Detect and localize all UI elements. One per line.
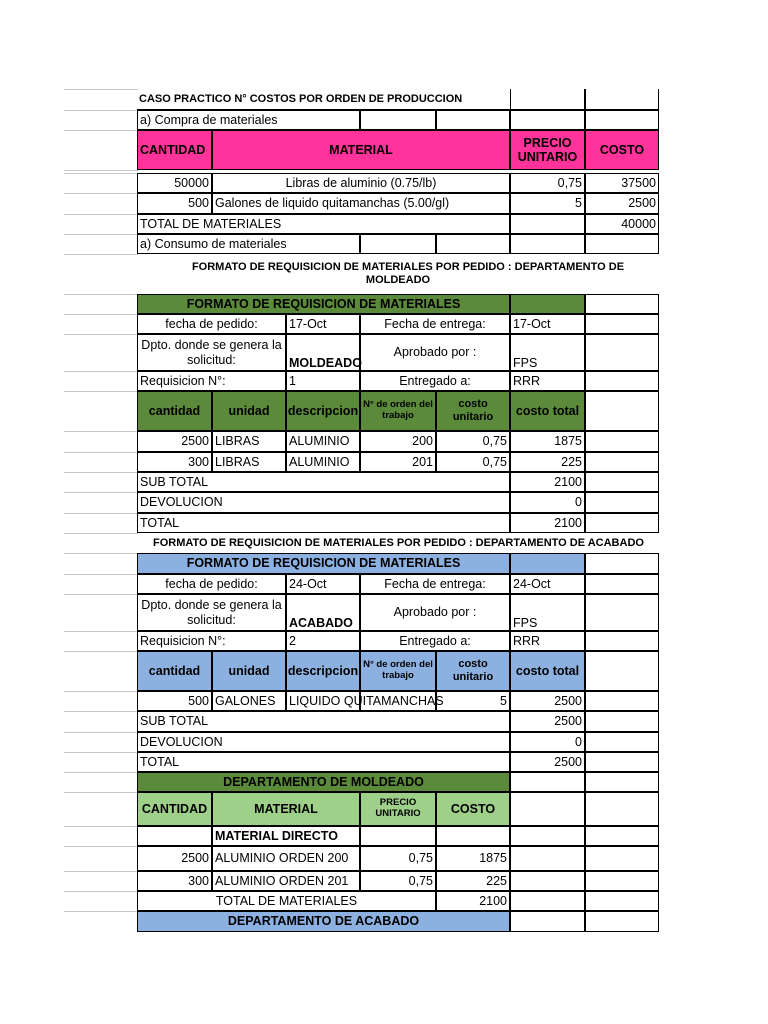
mold-precio[interactable]: 0,75 [360, 871, 436, 891]
empty-cell[interactable] [585, 294, 659, 314]
row-stub-line [64, 631, 138, 632]
req-costo-total[interactable]: 225 [510, 452, 585, 472]
empty-cell[interactable] [585, 772, 659, 792]
empty-cell[interactable] [585, 574, 659, 594]
empty-cell[interactable] [510, 891, 585, 911]
empty-cell[interactable] [585, 472, 659, 492]
row-stub-line [64, 294, 138, 295]
empty-cell[interactable] [585, 391, 659, 431]
fecha-pedido[interactable]: 24-Oct [286, 574, 360, 594]
req-devolucion-label[interactable]: DEVOLUCION [137, 732, 510, 752]
empty-cell[interactable] [510, 110, 585, 130]
compra-total[interactable]: 40000 [585, 214, 659, 234]
col-costo-total[interactable]: costo total [510, 651, 585, 691]
consumo-label[interactable]: a) Consumo de materiales [137, 234, 360, 254]
empty-cell[interactable] [510, 772, 585, 792]
row-stub-line [64, 214, 138, 215]
req-descripcion[interactable]: ALUMINIO [286, 431, 360, 452]
req-cantidad[interactable]: 500 [137, 691, 212, 711]
entregado-label[interactable]: Entregado a: [360, 371, 510, 391]
empty-cell[interactable] [585, 792, 659, 826]
req-no-label[interactable]: Requisicion N°: [137, 371, 286, 391]
col-costo-unitario[interactable]: costo unitario [436, 391, 510, 431]
req-header[interactable]: FORMATO DE REQUISICION DE MATERIALES [137, 294, 510, 314]
empty-cell[interactable] [585, 691, 659, 711]
empty-cell[interactable] [360, 110, 436, 130]
req-total[interactable]: 2500 [510, 752, 585, 772]
empty-cell[interactable] [585, 594, 659, 631]
req-descripcion[interactable]: ALUMINIO [286, 452, 360, 472]
req-unidad[interactable]: LIBRAS [212, 431, 286, 452]
empty-cell[interactable] [510, 553, 585, 574]
mold-total[interactable]: 2100 [436, 891, 510, 911]
aprobado-label[interactable]: Aprobado por : [360, 334, 510, 371]
entregado-value[interactable]: RRR [510, 631, 585, 651]
req-subtotal-label[interactable]: SUB TOTAL [137, 472, 510, 492]
empty-cell[interactable] [510, 89, 585, 110]
col-unidad[interactable]: unidad [212, 391, 286, 431]
mold-total-label[interactable]: TOTAL DE MATERIALES [137, 891, 436, 911]
compra-costo[interactable]: 2500 [585, 193, 659, 214]
acabado-header[interactable]: DEPARTAMENTO DE ACABADO [137, 911, 510, 932]
req-costo-unitario[interactable]: 5 [436, 691, 510, 711]
aprobado-value[interactable]: FPS [510, 594, 585, 631]
sheet-title[interactable]: CASO PRACTICO N° COSTOS POR ORDEN DE PRODUCCION [137, 89, 510, 110]
dpto-value[interactable]: MOLDEADO [286, 334, 360, 371]
row-stub-line [64, 871, 138, 872]
row-stub-line [64, 371, 138, 372]
empty-cell[interactable] [436, 826, 510, 846]
row-stub-line [64, 574, 138, 575]
row-stub-line [64, 170, 138, 171]
fecha-pedido[interactable]: 17-Oct [286, 314, 360, 334]
col-costo-total[interactable]: costo total [510, 391, 585, 431]
col-descripcion[interactable]: descripcion [286, 651, 360, 691]
row-stub-line [64, 711, 138, 712]
row-stub-line [64, 772, 138, 773]
req-devolucion[interactable]: 0 [510, 492, 585, 513]
header-cantidad[interactable]: CANTIDAD [137, 130, 212, 170]
compra-material[interactable]: Libras de aluminio (0.75/lb) [212, 173, 510, 193]
col-orden[interactable]: N° de orden del trabajo [360, 651, 436, 691]
empty-cell[interactable] [585, 89, 659, 110]
header-material[interactable]: MATERIAL [212, 130, 510, 170]
req-banner-line: MOLDEADO [365, 274, 431, 286]
empty-cell[interactable] [585, 732, 659, 752]
empty-cell[interactable] [585, 711, 659, 732]
empty-cell[interactable] [585, 314, 659, 334]
mold-costo[interactable]: 225 [436, 871, 510, 891]
header-precio[interactable]: PRECIO UNITARIO [510, 130, 585, 170]
row-stub-line [64, 553, 138, 554]
col-cantidad[interactable]: cantidad [137, 651, 212, 691]
mold-material[interactable]: ALUMINIO ORDEN 201 [212, 871, 360, 891]
req-costo-total[interactable]: 2500 [510, 691, 585, 711]
compra-precio[interactable]: 0,75 [510, 173, 585, 193]
req-orden[interactable] [360, 691, 436, 711]
mold-material[interactable]: ALUMINIO ORDEN 200 [212, 846, 360, 871]
req-total-label[interactable]: TOTAL [137, 752, 510, 772]
row-stub-line [64, 826, 138, 827]
mold-cantidad[interactable]: 300 [137, 871, 212, 891]
empty-cell[interactable] [585, 752, 659, 772]
empty-cell[interactable] [585, 846, 659, 871]
mold-cantidad[interactable]: 2500 [137, 846, 212, 871]
req-no[interactable]: 2 [286, 631, 360, 651]
empty-cell[interactable] [360, 234, 436, 254]
mold-col-cantidad[interactable]: CANTIDAD [137, 792, 212, 826]
row-stub-line [64, 254, 138, 255]
row-stub-line [64, 431, 138, 432]
mold-costo[interactable]: 1875 [436, 846, 510, 871]
mold-precio[interactable]: 0,75 [360, 846, 436, 871]
row-stub-line [64, 651, 138, 652]
dpto-label[interactable]: Dpto. donde se genera la solicitud: [137, 334, 286, 371]
col-unidad[interactable]: unidad [212, 651, 286, 691]
empty-cell[interactable] [585, 891, 659, 911]
col-orden[interactable]: N° de orden del trabajo [360, 391, 436, 431]
row-stub-line [64, 513, 138, 514]
empty-cell[interactable] [585, 911, 659, 932]
compra-cantidad[interactable]: 500 [137, 193, 212, 214]
col-costo-unitario[interactable]: costo unitario [436, 651, 510, 691]
row-stub-line [64, 314, 138, 315]
empty-cell[interactable] [436, 110, 510, 130]
mold-col-costo[interactable]: COSTO [436, 792, 510, 826]
empty-cell[interactable] [510, 826, 585, 846]
mold-section[interactable]: MATERIAL DIRECTO [212, 826, 360, 846]
moldeado-header[interactable]: DEPARTAMENTO DE MOLDEADO [137, 772, 510, 792]
row-stub-line [64, 391, 138, 392]
row-stub-line [64, 732, 138, 733]
compra-cantidad[interactable]: 50000 [137, 173, 212, 193]
row-stub-line [64, 452, 138, 453]
row-stub-line [64, 193, 138, 194]
aprobado-label[interactable]: Aprobado por : [360, 594, 510, 631]
row-stub-line [64, 173, 138, 174]
row-stub-line [64, 691, 138, 692]
entregado-value[interactable]: RRR [510, 371, 585, 391]
req-devolucion-label[interactable]: DEVOLUCION [137, 492, 510, 513]
empty-cell[interactable] [360, 826, 436, 846]
empty-cell[interactable] [585, 452, 659, 472]
empty-cell[interactable] [585, 110, 659, 130]
fecha-entrega[interactable]: 24-Oct [510, 574, 585, 594]
empty-cell[interactable] [510, 234, 585, 254]
fecha-pedido-label[interactable]: fecha de pedido: [137, 314, 286, 334]
compra-costo[interactable]: 37500 [585, 173, 659, 193]
empty-cell[interactable] [585, 371, 659, 391]
req-orden[interactable]: 201 [360, 452, 436, 472]
req-costo-unitario[interactable]: 0,75 [436, 431, 510, 452]
req-total[interactable]: 2100 [510, 513, 585, 533]
empty-cell[interactable] [510, 911, 585, 932]
compra-material[interactable]: Galones de liquido quitamanchas (5.00/gl) [212, 193, 510, 214]
req-no[interactable]: 1 [286, 371, 360, 391]
mold-col-precio[interactable]: PRECIO UNITARIO [360, 792, 436, 826]
empty-cell[interactable] [137, 826, 212, 846]
row-stub-line [64, 594, 138, 595]
row-stub-line [64, 911, 138, 912]
req-subtotal[interactable]: 2500 [510, 711, 585, 732]
row-stub-line [64, 110, 138, 111]
empty-cell[interactable] [585, 871, 659, 891]
row-stub-line [64, 89, 138, 90]
empty-cell[interactable] [585, 553, 659, 574]
fecha-entrega[interactable]: 17-Oct [510, 314, 585, 334]
empty-cell[interactable] [510, 871, 585, 891]
empty-cell[interactable] [510, 294, 585, 314]
req-banner[interactable] [137, 254, 659, 294]
req-subtotal[interactable]: 2100 [510, 472, 585, 492]
aprobado-value[interactable]: FPS [510, 334, 585, 371]
req-subtotal-label[interactable]: SUB TOTAL [137, 711, 510, 732]
row-stub-line [64, 130, 138, 131]
empty-cell[interactable] [585, 631, 659, 651]
req-costo-total[interactable]: 1875 [510, 431, 585, 452]
mold-col-material[interactable]: MATERIAL [212, 792, 360, 826]
compra-precio[interactable]: 5 [510, 193, 585, 214]
empty-cell[interactable] [510, 846, 585, 871]
empty-cell[interactable] [585, 492, 659, 513]
empty-cell[interactable] [585, 431, 659, 452]
empty-cell[interactable] [436, 234, 510, 254]
req-header[interactable]: FORMATO DE REQUISICION DE MATERIALES [137, 553, 510, 574]
req-cantidad[interactable]: 2500 [137, 431, 212, 452]
empty-cell[interactable] [510, 792, 585, 826]
empty-cell[interactable] [585, 651, 659, 691]
req-unidad[interactable]: LIBRAS [212, 452, 286, 472]
empty-cell[interactable] [585, 826, 659, 846]
row-stub-line [64, 492, 138, 493]
compra-total-label[interactable]: TOTAL DE MATERIALES [137, 214, 510, 234]
req-banner-line: FORMATO DE REQUISICION DE MATERIALES POR PEDIDO : DEPARTAMENTO DE [191, 261, 625, 274]
req-orden[interactable]: 200 [360, 431, 436, 452]
row-stub-line [64, 752, 138, 753]
req-no-label[interactable]: Requisicion N°: [137, 631, 286, 651]
header-costo[interactable]: COSTO [585, 130, 659, 170]
row-stub-line [64, 472, 138, 473]
dpto-label[interactable]: Dpto. donde se genera la solicitud: [137, 594, 286, 631]
compra-label[interactable]: a) Compra de materiales [137, 110, 360, 130]
fecha-pedido-label[interactable]: fecha de pedido: [137, 574, 286, 594]
empty-cell[interactable] [585, 513, 659, 533]
empty-cell[interactable] [585, 334, 659, 371]
row-stub-line [64, 533, 138, 534]
empty-cell[interactable] [510, 214, 585, 234]
col-descripcion[interactable]: descripcion [286, 391, 360, 431]
req-devolucion[interactable]: 0 [510, 732, 585, 752]
empty-cell[interactable] [585, 234, 659, 254]
row-stub-line [64, 234, 138, 235]
row-stub-line [64, 891, 138, 892]
fecha-entrega-label[interactable]: Fecha de entrega: [360, 574, 510, 594]
fecha-entrega-label[interactable]: Fecha de entrega: [360, 314, 510, 334]
row-stub-line [64, 846, 138, 847]
req-total-label[interactable]: TOTAL [137, 513, 510, 533]
req-cantidad[interactable]: 300 [137, 452, 212, 472]
row-stub-line [64, 334, 138, 335]
req-banner[interactable]: FORMATO DE REQUISICION DE MATERIALES POR PEDIDO : DEPARTAMENTO DE ACABADO [153, 536, 644, 549]
req-descripcion[interactable]: LIQUIDO QUITAMANCHAS [286, 691, 360, 711]
req-unidad[interactable]: GALONES [212, 691, 286, 711]
req-costo-unitario[interactable]: 0,75 [436, 452, 510, 472]
dpto-value[interactable]: ACABADO [286, 594, 360, 631]
col-cantidad[interactable]: cantidad [137, 391, 212, 431]
entregado-label[interactable]: Entregado a: [360, 631, 510, 651]
row-stub-line [64, 792, 138, 793]
